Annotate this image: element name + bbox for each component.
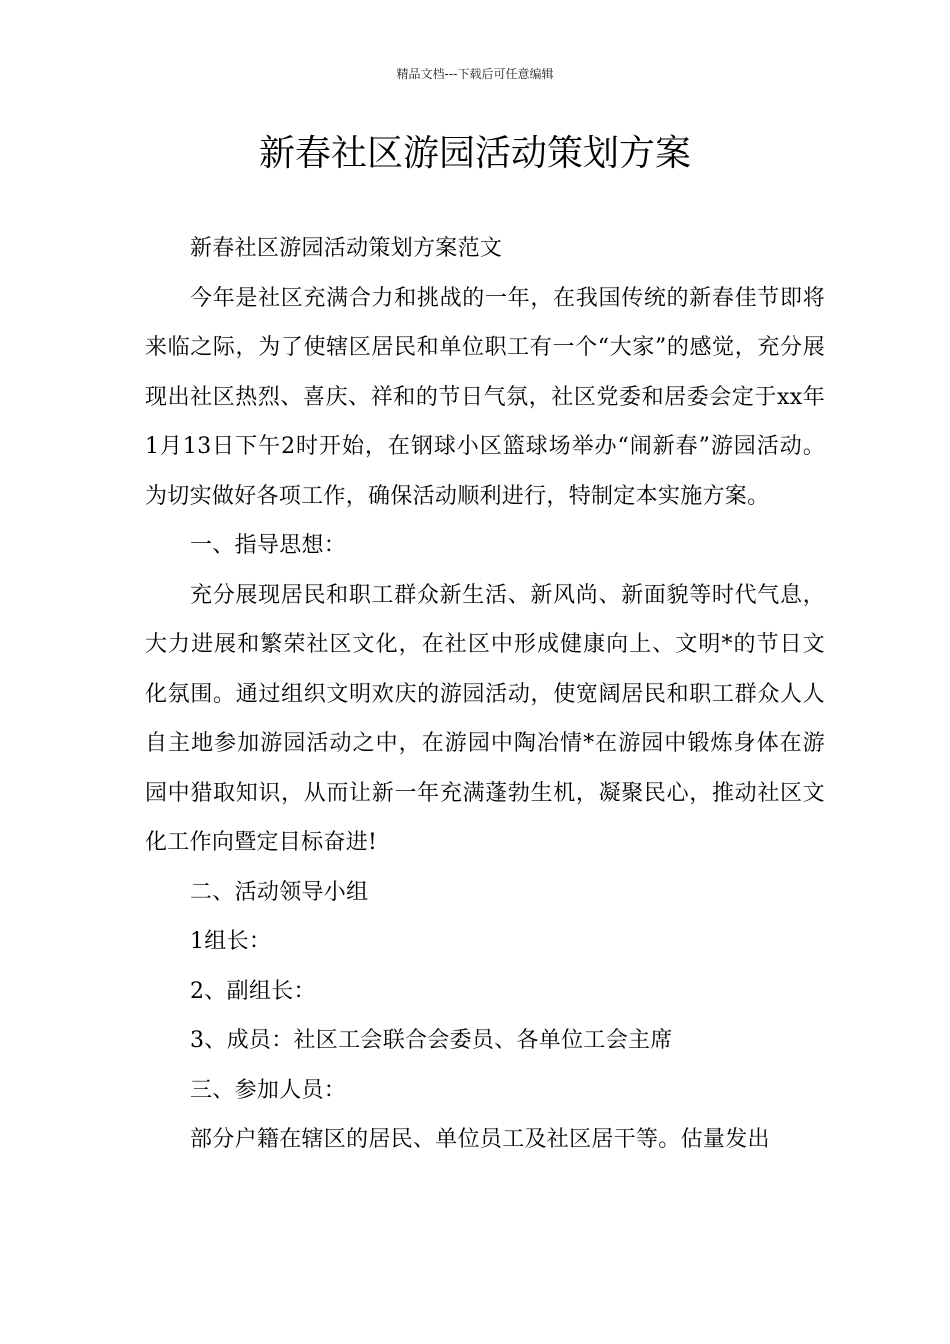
list-item: 1组长： <box>190 929 272 954</box>
body-paragraph: 充分展现居民和职工群众新生活、新风尚、新面貌等时代气息，大力进展和繁荣社区文化，在社区中形成健康向上、文明*的节日文化氛围。通过组织文明欢庆的游园活动，使宽阔居民和职工群众人人自主地参加游园活动之中，在游园中陶冶情*在游园中锻炼身体在游园中猎取知识，从而让新一年充满蓬勃生机，凝聚民心，推动社区文化工作向暨定目标奋进! <box>145 582 825 855</box>
section-heading: 一、指导思想： <box>190 533 347 558</box>
document-title: 新春社区游园活动策划方案 <box>258 133 691 174</box>
section-heading: 三、参加人员： <box>190 1077 347 1103</box>
subtitle-paragraph: 新春社区游园活动策划方案范文 <box>190 236 503 261</box>
intro-paragraph: 今年是社区充满合力和挑战的一年，在我国传统的新春佳节即将来临之际，为了使辖区居民和单位职工有一个“大家”的感觉，充分展现出社区热烈、喜庆、祥和的节日气氛，社区党委和居委会定于xx年1月13日下午2时开始，在钢球小区篮球场举办“闹新春”游园活动。为切实做好各项工作，确保活动顺利进行，特制定本实施方案。 <box>145 285 825 509</box>
body-paragraph: 部分户籍在辖区的居民、单位员工及社区居干等。估量发出 <box>190 1127 770 1152</box>
header-note: 精品文档---下载后可任意编辑 <box>396 67 554 81</box>
list-item: 2、副组长： <box>190 978 316 1004</box>
document-body <box>145 224 825 1165</box>
section-heading: 二、活动领导小组 <box>190 879 369 905</box>
list-item: 3、成员：社区工会联合会委员、各单位工会主席 <box>190 1028 673 1053</box>
